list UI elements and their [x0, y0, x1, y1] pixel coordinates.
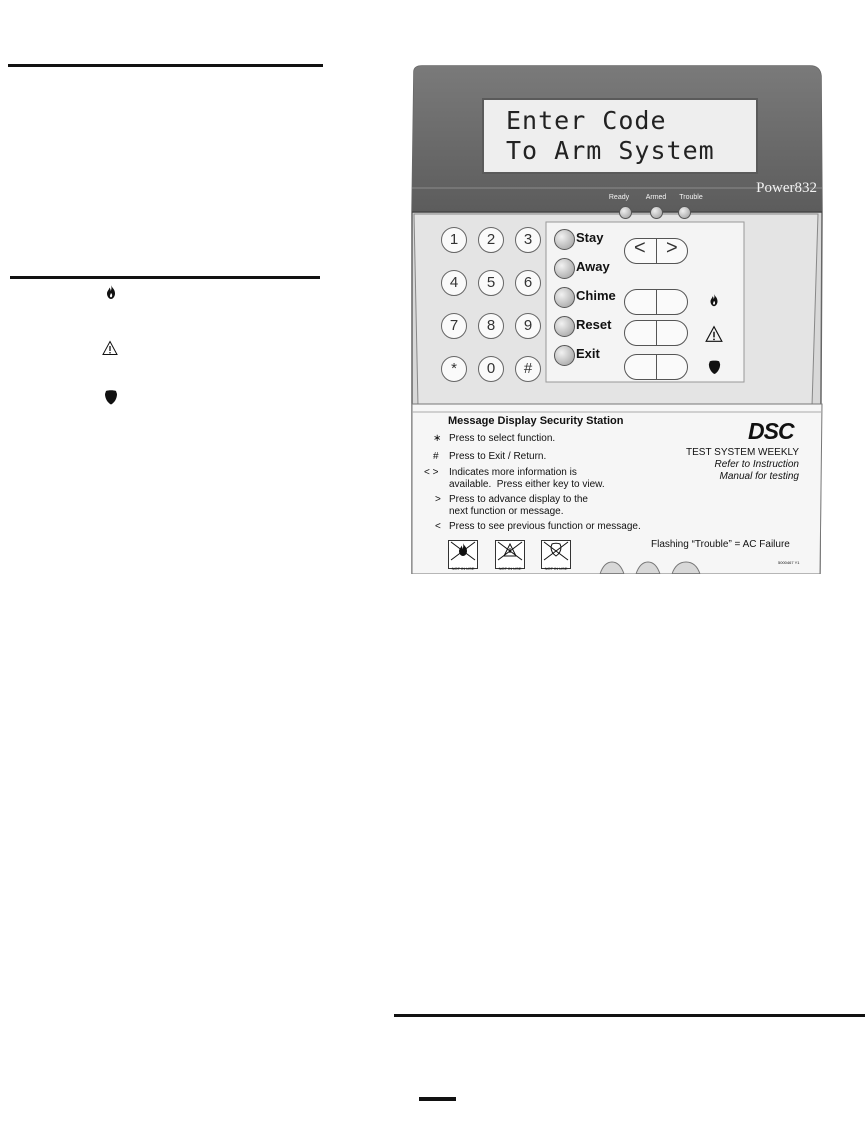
key-star[interactable]: *	[441, 356, 467, 382]
key-0[interactable]: 0	[478, 356, 504, 382]
fire-key-icon	[707, 292, 721, 308]
away-button[interactable]	[554, 258, 575, 279]
auxiliary-emergency-keys[interactable]	[624, 320, 688, 346]
mid-left-rule	[10, 276, 320, 279]
armed-led	[650, 206, 663, 219]
instruction-text: Press to advance display to the next function or message.	[449, 494, 588, 517]
warning-triangle-icon	[102, 340, 118, 356]
crossed-warning-icon	[496, 541, 524, 561]
trouble-note: Flashing “Trouble” = AC Failure	[651, 539, 790, 550]
display-line-1: Enter Code	[506, 106, 667, 135]
key-8[interactable]: 8	[478, 313, 504, 339]
reset-button[interactable]	[554, 316, 575, 337]
instruction-symbol: ∗	[433, 433, 442, 444]
instruction-symbol: <	[435, 521, 441, 532]
instruction-symbol: #	[433, 451, 439, 462]
key-3[interactable]: 3	[515, 227, 541, 253]
part-number: 5000467 Y1	[778, 560, 800, 565]
scroll-keys[interactable]	[624, 238, 688, 264]
manual-testing-text: Manual for testing	[719, 471, 799, 482]
crossed-shield-icon	[542, 541, 570, 561]
crossed-fire-icon	[449, 541, 477, 561]
led-label-armed: Armed	[645, 194, 667, 201]
refer-instruction-text: Refer to Instruction	[714, 459, 799, 470]
instruction-symbol: < >	[424, 467, 439, 478]
warning-key-icon	[705, 325, 723, 343]
ready-led	[619, 206, 632, 219]
exit-label: Exit	[576, 346, 600, 361]
lcd-display	[482, 98, 758, 174]
instruction-title: Message Display Security Station	[448, 415, 624, 427]
keypad-illustration	[410, 64, 823, 574]
shield-key-icon	[707, 359, 722, 375]
key-4[interactable]: 4	[441, 270, 467, 296]
bottom-short-rule	[419, 1097, 456, 1101]
exit-button[interactable]	[554, 345, 575, 366]
instruction-text: Indicates more information is available. Press either key to view.	[449, 467, 605, 490]
police-shield-icon	[103, 389, 119, 405]
top-left-rule	[8, 64, 323, 67]
stay-label: Stay	[576, 230, 604, 245]
led-label-ready: Ready	[608, 194, 630, 201]
key-7[interactable]: 7	[441, 313, 467, 339]
dsc-logo: DSC	[748, 418, 794, 444]
trouble-led	[678, 206, 691, 219]
panic-emergency-keys[interactable]	[624, 354, 688, 380]
fire-emergency-keys[interactable]	[624, 289, 688, 315]
instruction-symbol: >	[435, 494, 441, 505]
instruction-text: Press to Exit / Return.	[449, 451, 547, 462]
not-in-use-fire-box	[448, 540, 478, 569]
key-5[interactable]: 5	[478, 270, 504, 296]
not-in-use-shield-box	[541, 540, 571, 569]
fire-icon	[103, 284, 119, 300]
key-9[interactable]: 9	[515, 313, 541, 339]
not-in-use-warning-box	[495, 540, 525, 569]
key-1[interactable]: 1	[441, 227, 467, 253]
not-in-use-label: NOT IN USE	[451, 566, 475, 571]
test-weekly-text: TEST SYSTEM WEEKLY	[686, 447, 799, 458]
key-2[interactable]: 2	[478, 227, 504, 253]
away-label: Away	[576, 259, 610, 274]
instruction-text: Press to see previous function or message.	[449, 521, 641, 532]
chime-button[interactable]	[554, 287, 575, 308]
bottom-right-rule	[394, 1014, 865, 1017]
display-line-2: To Arm System	[506, 136, 715, 165]
key-6[interactable]: 6	[515, 270, 541, 296]
not-in-use-label: NOT IN USE	[498, 566, 522, 571]
not-in-use-label: NOT IN USE	[544, 566, 568, 571]
scroll-left-key[interactable]: <	[634, 238, 646, 259]
reset-label: Reset	[576, 317, 612, 332]
scroll-right-key[interactable]: >	[666, 238, 678, 259]
instruction-text: Press to select function.	[449, 433, 556, 444]
chime-label: Chime	[576, 288, 616, 303]
stay-button[interactable]	[554, 229, 575, 250]
led-label-trouble: Trouble	[679, 194, 703, 201]
model-name: Power832	[756, 180, 817, 196]
key-hash[interactable]: #	[515, 356, 541, 382]
